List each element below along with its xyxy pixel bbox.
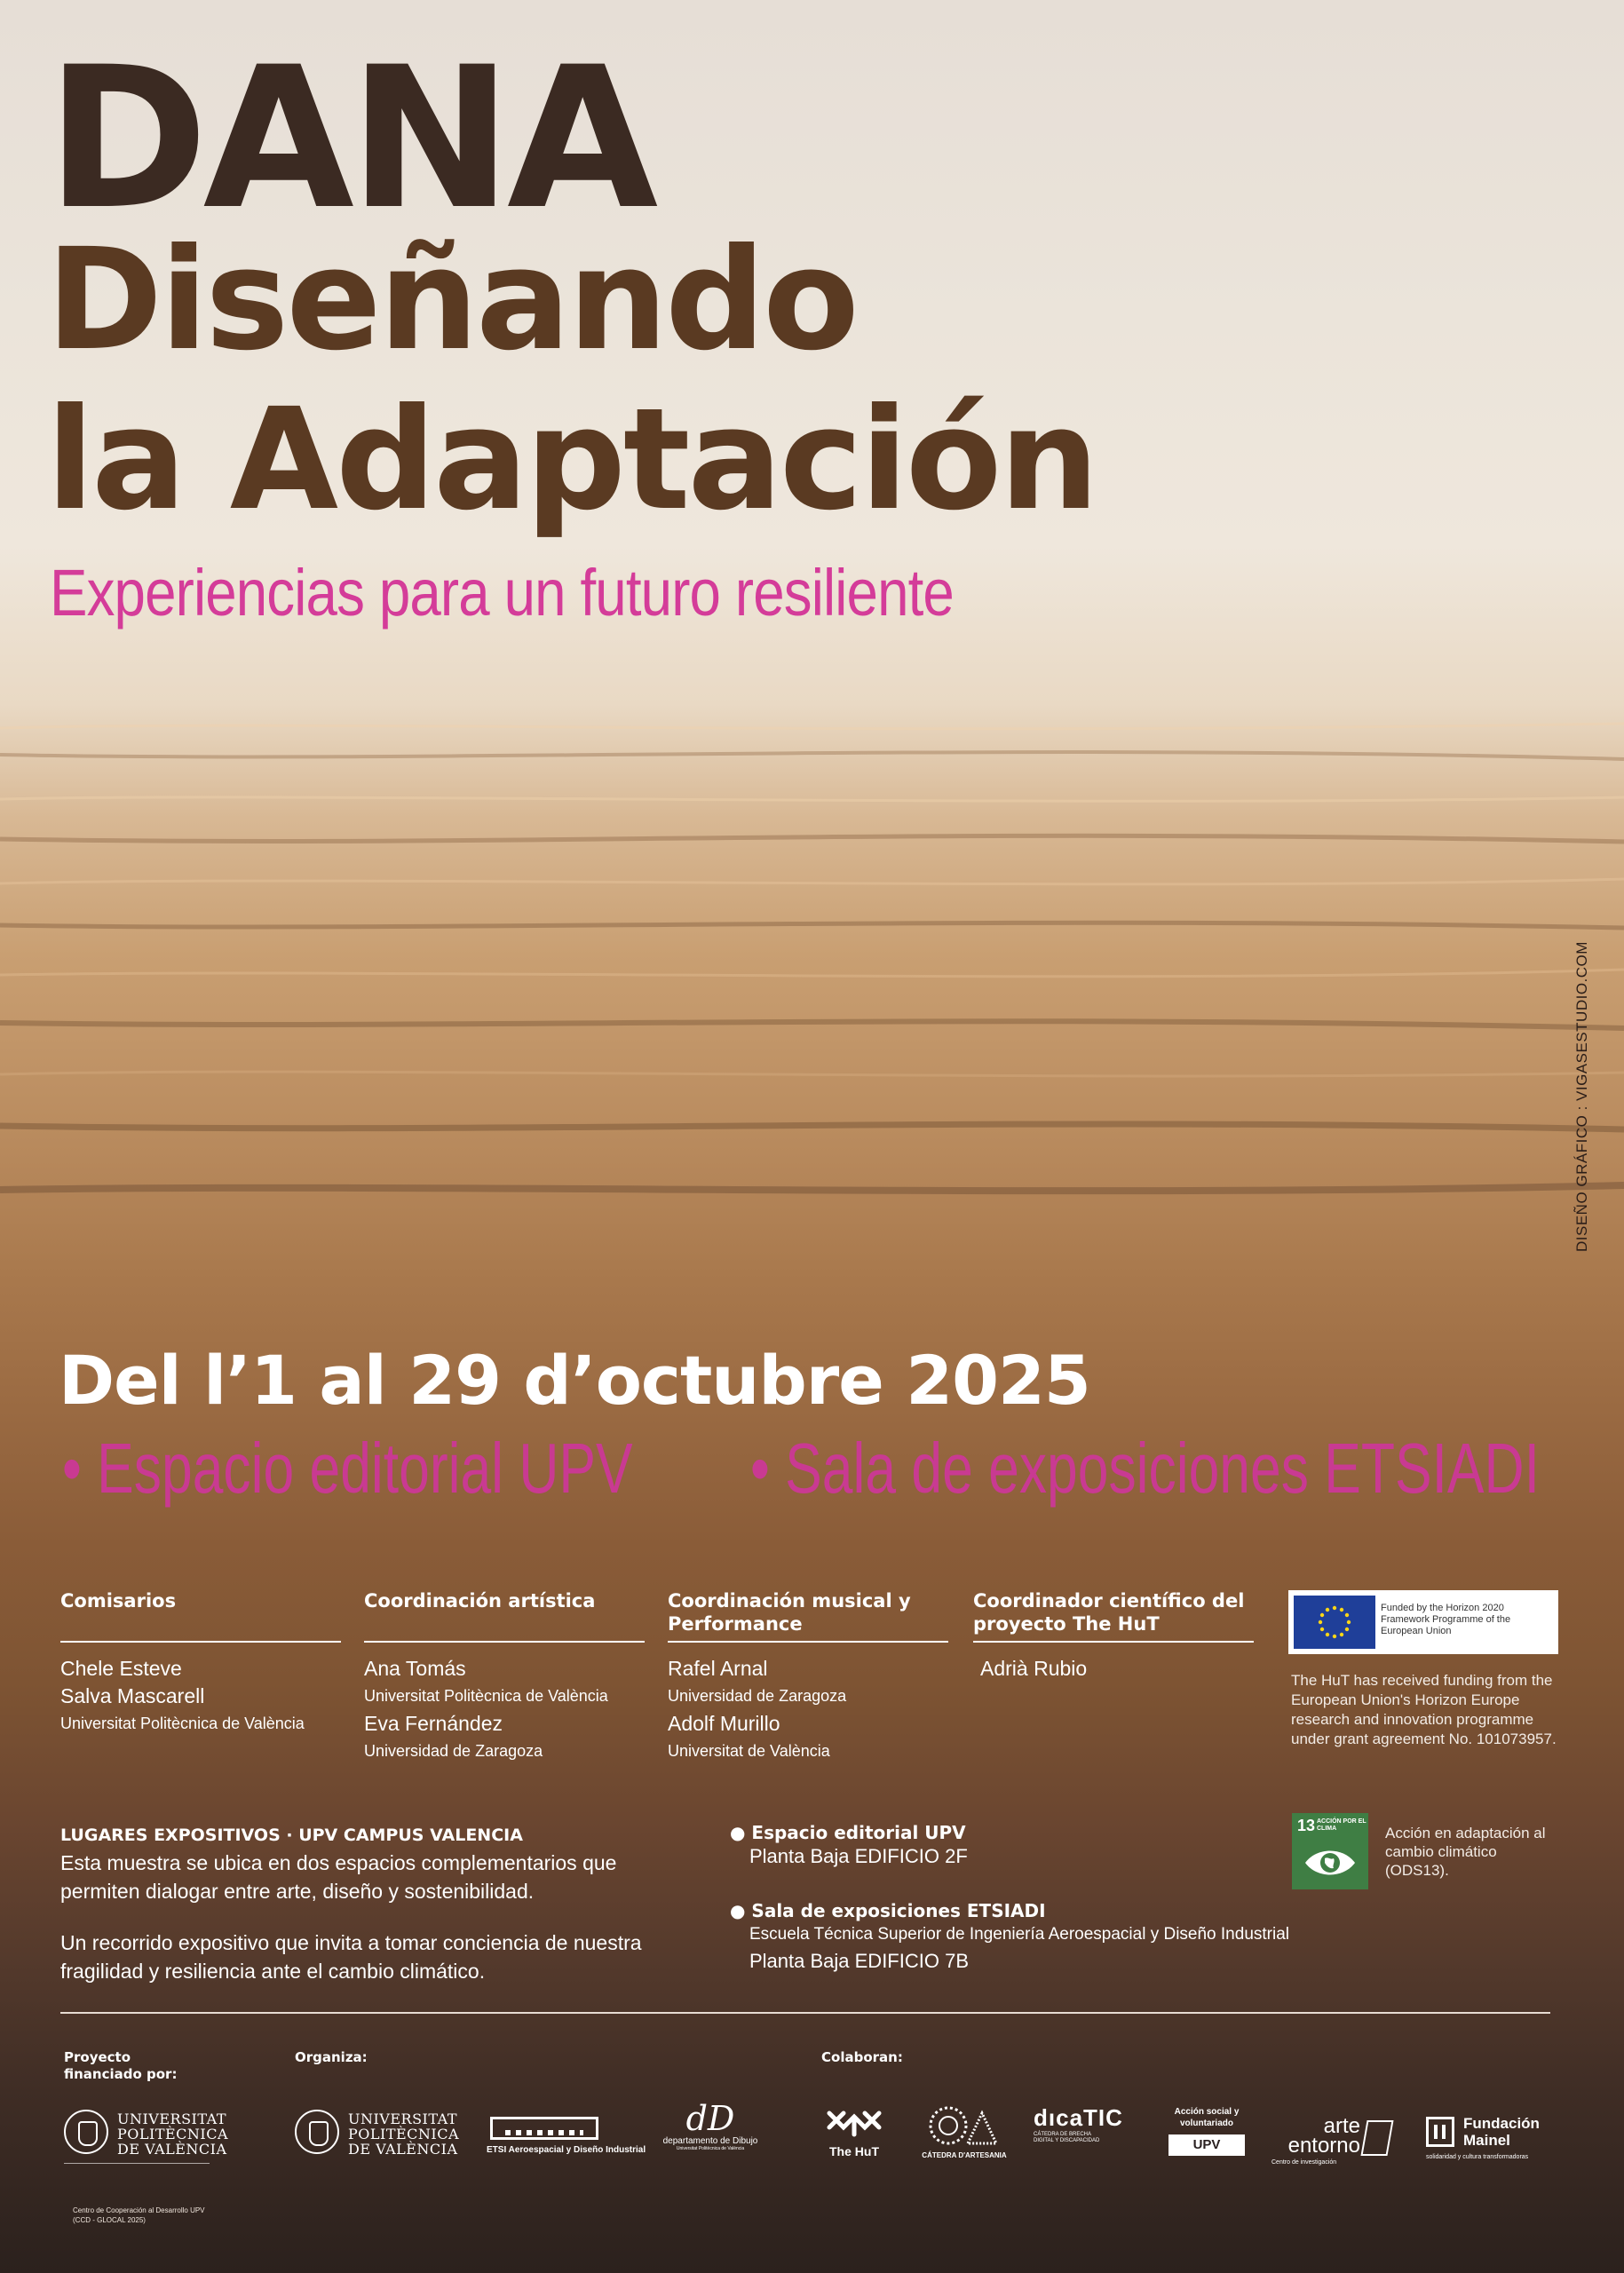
credits-coordinador-cientifico — [973, 1589, 1254, 1683]
eu-flag-icon — [1294, 1596, 1375, 1649]
eu-funding-text: The HuT has received funding from the European Union's Horizon Europe research and innovation programme under grant agreement No. 101073957. — [1291, 1672, 1557, 1747]
lugares-paragraph-2: Un recorrido expositivo que invita a tomar conciencia de nuestra fragilidad y resiliencia ante el cambio climático. — [60, 1931, 642, 1983]
espacio-line: Planta Baja EDIFICIO 2F — [749, 1845, 968, 1867]
credit-affiliation: Universitat Politècnica de València — [364, 1687, 608, 1705]
dibujo-logo — [648, 2101, 772, 2151]
fundacion-mainel-logo — [1426, 2115, 1550, 2160]
espacio-title-text: Sala de exposiciones ETSIADI — [751, 1900, 1046, 1921]
mainel-subtext: solidaridad y cultura transformadoras — [1426, 2154, 1529, 2160]
credit-person: Salva Mascarell — [60, 1684, 205, 1707]
thehut-text: The HuT — [829, 2144, 879, 2158]
espacio-title-text: Espacio editorial UPV — [751, 1822, 966, 1843]
dibujo-mark: dD — [685, 2099, 735, 2138]
credits-coordinacion-musical — [668, 1589, 948, 1765]
espacio-title: ● Sala de exposiciones ETSIADI — [730, 1900, 1046, 1921]
upv-seal-icon — [295, 2110, 339, 2154]
sala-etsiadi-block — [730, 1900, 1289, 1975]
ccd-note: Centro de Cooperación al Desarrollo UPV (CCD - GLOCAL 2025) — [73, 2206, 205, 2224]
credits-coordinacion-artistica — [364, 1589, 645, 1765]
arte-entorno-text: arte entorno — [1287, 2114, 1360, 2158]
dicatic-logo — [1034, 2104, 1140, 2144]
catedra-artesania-logo — [918, 2104, 1010, 2159]
eu-badge-text: Funded by the Horizon 2020 Framework Programme of the European Union — [1381, 1603, 1511, 1636]
thehut-logo — [822, 2108, 886, 2158]
etsi-mark-icon — [490, 2117, 598, 2140]
dibujo-subtext: Universitat Politècnica de València — [676, 2146, 745, 2151]
sdg-description: Acción en adaptación al cambio climático (ODS13). — [1385, 1825, 1546, 1879]
credit-heading: Coordinación artística — [364, 1590, 596, 1612]
credit-heading: Coordinador científico del proyecto The HuT — [973, 1590, 1245, 1635]
design-credit — [1573, 941, 1609, 1252]
espacio-line: Planta Baja EDIFICIO 7B — [749, 1950, 969, 1972]
eye-globe-icon — [1303, 1845, 1357, 1881]
upv-logo-financed — [64, 2110, 229, 2158]
sdg-tile-label: ACCIÓN POR EL CLIMA — [1317, 1818, 1367, 1832]
upv-logo-text: UNIVERSITAT POLITÈCNICA DE VALÈNCIA — [117, 2111, 229, 2158]
subtitle: Experiencias para un futuro resiliente — [50, 556, 954, 630]
lugares-title: LUGARES EXPOSITIVOS · UPV CAMPUS VALENCIA — [60, 1826, 523, 1845]
footer-divider — [60, 2012, 1550, 2014]
title-line-la-adaptacion: la Adaptación — [46, 378, 1097, 542]
credit-affiliation: Universitat de València — [668, 1742, 830, 1760]
etsi-logo-text: ETSI Aeroespacial y Diseño Industrial — [487, 2145, 646, 2155]
organiza-label: Organiza: — [295, 2049, 368, 2065]
upv-logo-text: UNIVERSITAT POLITÈCNICA DE VALÈNCIA — [348, 2111, 460, 2158]
credit-heading: Coordinación musical y Performance — [668, 1590, 911, 1635]
credit-affiliation: Universidad de Zaragoza — [668, 1687, 847, 1705]
feather-icon — [1360, 2120, 1393, 2156]
credit-person: Adolf Murillo — [668, 1712, 780, 1735]
upv-logo-organiza — [295, 2110, 460, 2158]
credit-person: Ana Tomás — [364, 1657, 466, 1680]
espacio-title: ● Espacio editorial UPV — [730, 1822, 966, 1843]
credit-affiliation: Universitat Politècnica de València — [60, 1715, 305, 1732]
dicatic-text: dıcaTIC — [1034, 2104, 1123, 2131]
title-disenando-la-adaptacion — [46, 220, 1097, 540]
credit-affiliation: Universidad de Zaragoza — [364, 1742, 543, 1760]
lugares-paragraph-1: Esta muestra se ubica en dos espacios complementarios que permiten dialogar entre arte, diseño y sostenibilidad. — [60, 1851, 617, 1903]
catedra-mark-icon — [922, 2104, 1007, 2147]
credit-person: Rafel Arnal — [668, 1657, 768, 1680]
credit-divider — [60, 1641, 341, 1643]
credits-comisarios — [60, 1589, 341, 1738]
arte-entorno-logo — [1271, 2114, 1396, 2166]
accion-social-text: Acción social y voluntariado — [1174, 2107, 1240, 2128]
colaboran-label: Colaboran: — [821, 2049, 903, 2065]
title-line-disenando: Diseñando — [46, 218, 857, 382]
upv-logo-underline — [64, 2163, 210, 2164]
design-credit-text: DISEÑO GRÁFICO : VIGASESTUDIO.COM — [1573, 941, 1590, 1252]
credit-divider — [973, 1641, 1254, 1643]
financed-label: Proyecto financiado por: — [64, 2049, 178, 2082]
upv-seal-icon — [64, 2110, 108, 2154]
title-dana: DANA — [46, 25, 654, 252]
espacio-editorial-block — [730, 1822, 968, 1870]
eu-funding-badge — [1288, 1590, 1558, 1654]
catedra-text: CÁTEDRA D'ARTESANIA — [922, 2151, 1007, 2159]
exhibition-dates: Del l’1 al 29 d’octubre 2025 — [59, 1341, 1090, 1420]
venue-sala-etsiadi: • Sala de exposiciones ETSIADI — [750, 1429, 1540, 1508]
credit-heading: Comisarios — [60, 1590, 177, 1612]
credit-divider — [668, 1641, 948, 1643]
sdg13-tile — [1292, 1813, 1368, 1889]
espacio-line: Escuela Técnica Superior de Ingeniería Aeroespacial y Diseño Industrial — [749, 1925, 1289, 1944]
arte-entorno-subtext: Centro de investigación — [1271, 2159, 1337, 2166]
credit-person: Adrià Rubio — [980, 1657, 1088, 1680]
credit-person: Chele Esteve — [60, 1657, 182, 1680]
credit-divider — [364, 1641, 645, 1643]
dicatic-subtext: CÁTEDRA DE BRECHA DIGITAL Y DISCAPACIDAD — [1034, 2132, 1100, 2143]
dibujo-text: departamento de Dibujo — [662, 2136, 758, 2146]
sdg-number: 13 — [1297, 1817, 1316, 1834]
venue-espacio-editorial: • Espacio editorial UPV — [62, 1429, 633, 1508]
earth-strata-texture — [0, 693, 1624, 1279]
credit-person: Eva Fernández — [364, 1712, 503, 1735]
etsi-logo — [487, 2117, 646, 2155]
mainel-text: Fundación Mainel — [1463, 2115, 1540, 2149]
accion-upv-badge: UPV — [1168, 2134, 1245, 2156]
accion-social-logo — [1165, 2106, 1248, 2156]
thehut-mark-icon — [826, 2108, 883, 2140]
mainel-mark-icon — [1426, 2117, 1454, 2147]
